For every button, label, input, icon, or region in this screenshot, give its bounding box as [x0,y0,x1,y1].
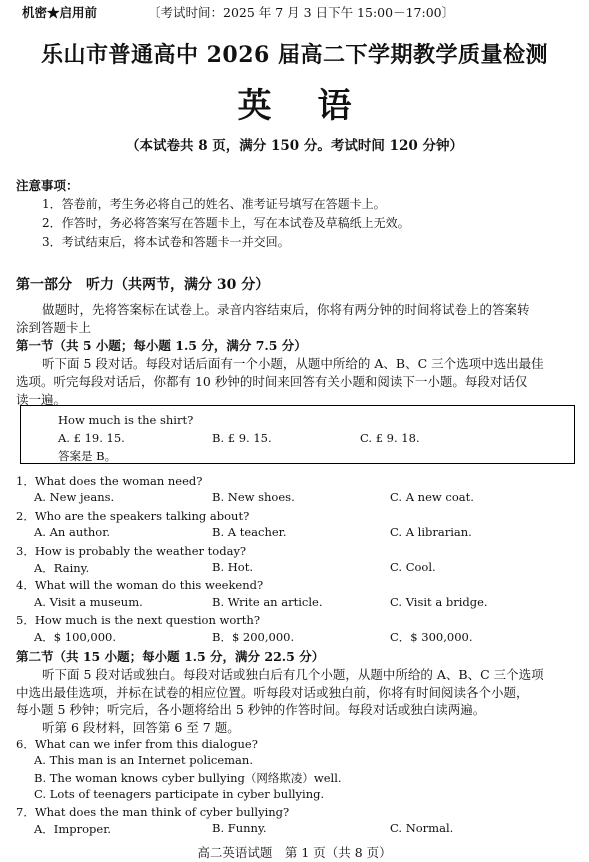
option-1c: C. A new coat. [390,490,474,504]
option-5b: B．$ 200,000. [212,630,295,644]
option-2b: B. A teacher. [212,525,287,539]
question-5: 5．How much is the next question worth? [16,613,260,627]
example-option: B. £ 9. 15. [212,431,272,445]
option-7c: C. Normal. [390,821,454,835]
option-4b: B. Write an article. [212,595,323,609]
section2-title: 第二节（共 15 小题；每小题 1.5 分，满分 22.5 分） [16,649,325,664]
exam-info: （本试卷共 8 页，满分 150 分。考试时间 120 分钟） [126,138,463,154]
material-note: 听第 6 段材料，回答第 6 至 7 题。 [42,720,240,735]
option-1a: A. New jeans. [34,490,115,504]
option-3c: C. Cool. [390,560,436,574]
exam-time: 〔考试时间：2025 年 7 月 3 日下午 15:00－17:00〕 [148,5,455,20]
subject-title: 英语 [237,86,398,126]
part1-instruction: 做题时，先将答案标在试卷上。录音内容结束后，你将有两分钟的时间将试卷上的答案转 [42,302,530,317]
option-4a: A. Visit a museum. [34,595,143,609]
option-6a: A. This man is an Internet policeman. [34,753,253,767]
question-6: 6．What can we infer from this dialogue? [16,737,258,751]
section1-instruction: 选项。听完每段对话后，你都有 10 秒钟的时间来回答有关小题和阅读下一小题。每段对话仅 [16,374,528,389]
section2-instruction: 每小题 5 秒钟；听完后，各小题将给出 5 秒钟的作答时间。每段对话或独白读两遍。 [16,702,486,717]
question-3: 3．How is probably the weather today? [16,544,247,558]
confidential-label: 机密★启用前 [22,5,98,20]
section1-instruction: 读一遍。 [16,392,67,407]
option-6c: C. Lots of teenagers participate in cyber bullying. [34,787,325,801]
question-7: 7．What does the man think of cyber bullying? [16,805,290,819]
option-3a: A．Rainy. [34,561,90,575]
option-2c: C. A librarian. [390,525,472,539]
part1-instruction: 涂到答题卡上 [16,320,92,335]
option-7b: B. Funny. [212,821,267,835]
note-item: 1．答卷前，考生务必将自己的姓名、准考证号填写在答题卡上。 [42,197,386,211]
option-2a: A. An author. [34,525,111,539]
notes-title: 注意事项： [16,178,79,193]
option-1b: B. New shoes. [212,490,295,504]
part1-title: 第一部分 听力（共两节，满分 30 分） [16,277,270,293]
question-4: 4．What will the woman do this weekend? [16,578,264,592]
section2-instruction: 听下面 5 段对话或独白。每段对话或独白后有几个小题，从题中所给的 A、B、C 三个选项 [42,667,544,682]
page-footer: 高二英语试题 第 1 页（共 8 页） [197,845,392,860]
option-5c: C．$ 300,000. [390,630,473,644]
section1-title: 第一节（共 5 小题；每小题 1.5 分，满分 7.5 分） [16,338,307,353]
example-answer: 答案是 B。 [58,449,117,463]
example-question: How much is the shirt? [58,413,194,427]
example-option: A. £ 19. 15. [58,431,125,445]
option-3b: B. Hot. [212,560,253,574]
question-1: 1．What does the woman need? [16,474,203,488]
note-item: 3．考试结束后，将本试卷和答题卡一并交回。 [42,235,290,249]
exam-title: 乐山市普通高中 2026 届高二下学期教学质量检测 [40,42,549,68]
example-option: C. £ 9. 18. [360,431,420,445]
option-4c: C. Visit a bridge. [390,595,488,609]
option-6b: B. The woman knows cyber bullying（网络欺凌）well. [34,771,342,785]
option-7a: A．Improper. [34,822,112,836]
question-2: 2．Who are the speakers talking about? [16,509,250,523]
section2-instruction: 中选出最佳选项，并标在试卷的相应位置。听每段对话或独白前，你将有时间阅读各个小题， [16,685,529,700]
note-item: 2．作答时，务必将答案写在答题卡上，写在本试卷及草稿纸上无效。 [42,216,410,230]
section1-instruction: 听下面 5 段对话。每段对话后面有一个小题，从题中所给的 A、B、C 三个选项中选出最佳 [42,356,544,371]
option-5a: A．$ 100,000. [34,630,116,644]
